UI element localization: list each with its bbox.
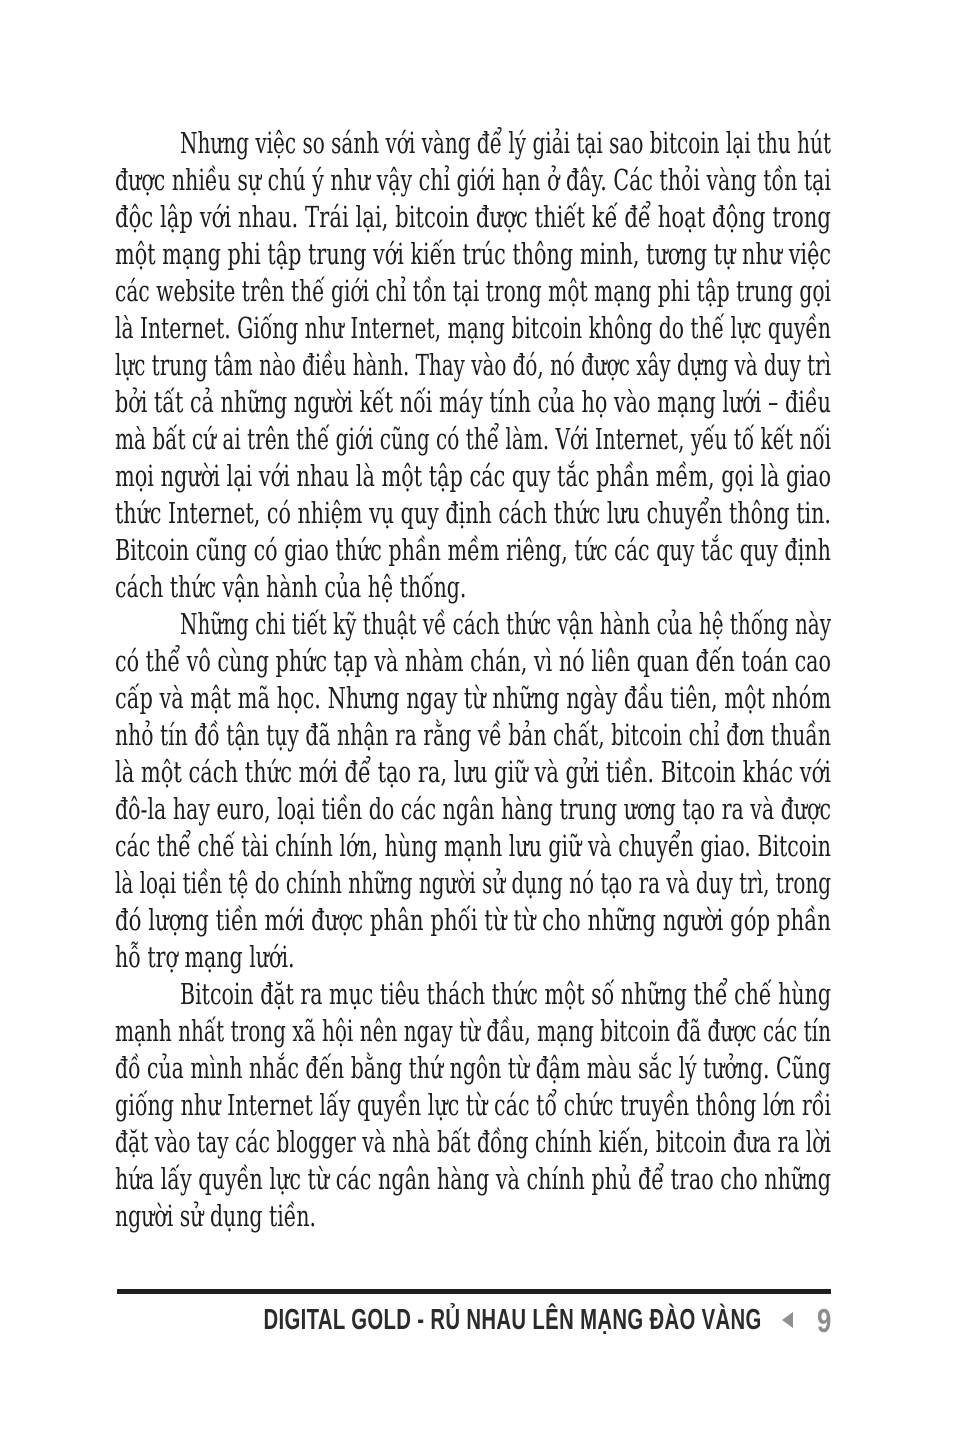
text-line-content: Bitcoin cũng có giao thức phần mềm riêng, tức các quy tắc quy định (115, 533, 831, 567)
body-text (115, 125, 831, 1235)
text-line (115, 125, 831, 162)
text-line-content: Nhưng việc so sánh với vàng để lý giải tại sao bitcoin lại thu hút (180, 126, 831, 160)
text-line (115, 1013, 831, 1050)
text-line-content: các thể chế tài chính lớn, hùng mạnh lưu giữ và chuyển giao. Bitcoin (115, 829, 831, 863)
text-line-content: Bitcoin đặt ra mục tiêu thách thức một số những thể chế hùng (180, 977, 831, 1011)
text-line-content: bởi tất cả những người kết nối máy tính của họ vào mạng lưới – điều (115, 385, 831, 419)
text-line-content: người sử dụng tiền. (115, 1199, 317, 1233)
text-line-content: nhỏ tín đồ tận tụy đã nhận ra rằng về bản chất, bitcoin chỉ đơn thuần (115, 718, 831, 752)
text-line-content: đô-la hay euro, loại tiền do các ngân hàng trung ương tạo ra và được (115, 792, 831, 826)
text-line-content: thức Internet, có nhiệm vụ quy định cách thức lưu chuyển thông tin. (115, 496, 831, 530)
text-line-content: các website trên thế giới chỉ tồn tại trong một mạng phi tập trung gọi (115, 274, 831, 308)
page-footer (115, 1302, 831, 1338)
text-line-content: một mạng phi tập trung với kiến trúc thông minh, tương tự như việc (115, 237, 831, 271)
text-line (115, 865, 831, 902)
paragraph (115, 606, 831, 976)
text-line (115, 791, 831, 828)
text-line (115, 347, 831, 384)
text-line-content: là Internet. Giống như Internet, mạng bitcoin không do thế lực quyền (115, 311, 831, 345)
paragraph (115, 125, 831, 606)
text-line (115, 421, 831, 458)
page-number: 9 (816, 1301, 831, 1339)
text-line (115, 495, 831, 532)
text-line (115, 310, 831, 347)
text-line-content: hỗ trợ mạng lưới. (115, 940, 295, 974)
text-line-content: Những chi tiết kỹ thuật về cách thức vận hành của hệ thống này (180, 607, 831, 641)
text-line (115, 532, 831, 569)
text-line (115, 680, 831, 717)
text-line (115, 1161, 831, 1198)
text-line-content: được nhiều sự chú ý như vậy chỉ giới hạn ở đây. Các thỏi vàng tồn tại (115, 163, 831, 197)
text-line (115, 199, 831, 236)
text-line (115, 717, 831, 754)
text-line (115, 1124, 831, 1161)
text-line (115, 754, 831, 791)
text-line (115, 828, 831, 865)
text-line (115, 236, 831, 273)
left-triangle-icon (782, 1312, 793, 1328)
text-line (115, 273, 831, 310)
text-line-content: mạnh nhất trong xã hội nên ngay từ đầu, mạng bitcoin đã được các tín (115, 1014, 831, 1048)
text-line (115, 1050, 831, 1087)
text-line-content: đó lượng tiền mới được phân phối từ từ cho những người góp phần (115, 903, 831, 937)
text-line-content: lực trung tâm nào điều hành. Thay vào đó, nó được xây dựng và duy trì (115, 348, 831, 382)
text-line (115, 606, 831, 643)
text-line-content: hứa lấy quyền lực từ các ngân hàng và chính phủ để trao cho những (115, 1162, 831, 1196)
text-line-content: cấp và mật mã học. Nhưng ngay từ những ngày đầu tiên, một nhóm (115, 681, 831, 715)
text-line-content: mọi người lại với nhau là một tập các quy tắc phần mềm, gọi là giao (115, 459, 831, 493)
text-line (115, 458, 831, 495)
text-line-content: độc lập với nhau. Trái lại, bitcoin được thiết kế để hoạt động trong (115, 200, 831, 234)
text-line-content: đồ của mình nhắc đến bằng thứ ngôn từ đậm màu sắc lý tưởng. Cũng (115, 1051, 831, 1085)
text-line (115, 162, 831, 199)
text-line-content: có thể vô cùng phức tạp và nhàm chán, vì nó liên quan đến toán cao (115, 644, 831, 678)
text-line-content: đặt vào tay các blogger và nhà bất đồng chính kiến, bitcoin đưa ra lời (115, 1125, 831, 1159)
text-line (115, 569, 831, 606)
paragraph (115, 976, 831, 1235)
footer-rule (117, 1289, 831, 1294)
running-footer-title: DIGITAL GOLD - RỦ NHAU LÊN MẠNG ĐÀO VÀNG (263, 1303, 762, 1336)
text-line-content: mà bất cứ ai trên thế giới cũng có thể làm. Với Internet, yếu tố kết nối (115, 422, 831, 456)
text-line (115, 976, 831, 1013)
text-line (115, 384, 831, 421)
text-line-content: giống như Internet lấy quyền lực từ các tổ chức truyền thông lớn rồi (115, 1088, 831, 1122)
text-line-content: là loại tiền tệ do chính những người sử dụng nó tạo ra và duy trì, trong (115, 866, 831, 900)
text-line (115, 939, 831, 976)
text-line (115, 902, 831, 939)
text-line (115, 643, 831, 680)
text-line (115, 1198, 831, 1235)
text-line-content: cách thức vận hành của hệ thống. (115, 570, 467, 604)
text-line-content: là một cách thức mới để tạo ra, lưu giữ và gửi tiền. Bitcoin khác với (115, 755, 831, 789)
text-line (115, 1087, 831, 1124)
